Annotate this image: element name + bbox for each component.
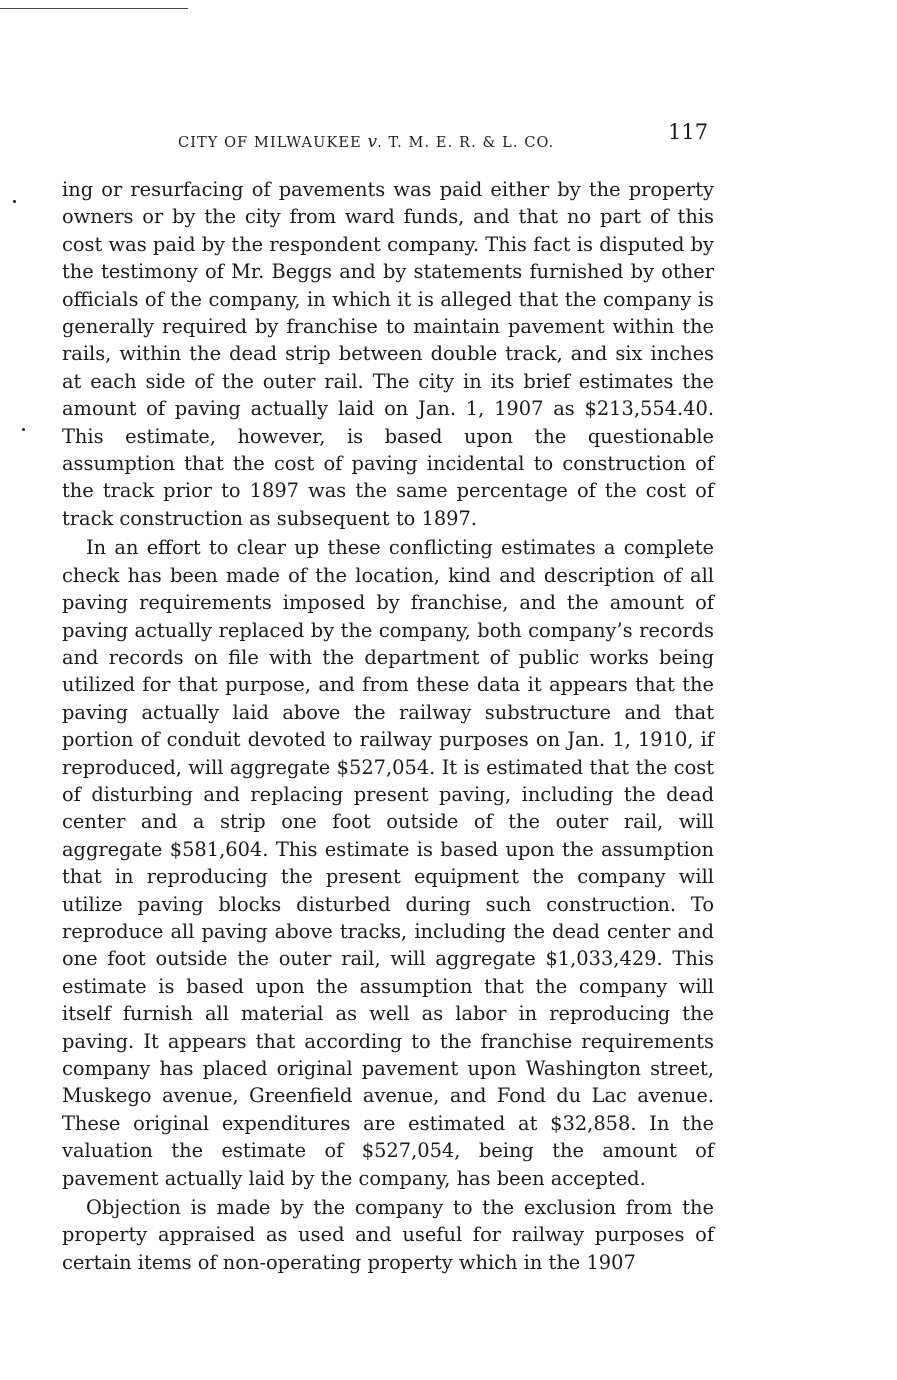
body-text (62, 176, 714, 1276)
running-head-city: CITY OF MILWAUKEE (178, 135, 368, 151)
margin-speck (13, 200, 16, 203)
page-number: 117 (668, 120, 709, 144)
margin-speck (22, 428, 25, 431)
top-rule (0, 8, 188, 9)
running-head-versus: v (367, 132, 378, 152)
paragraph: Objection is made by the company to the exclusion from the property appraised as used and useful for railway purposes of certain items of non-operating property which in the 1907 (62, 1196, 714, 1274)
paragraph: ing or resurfacing of pavements was paid either by the property owners or by the city from ward funds, and that no part of this cost was paid by the respondent company. This fact is disputed by the testimony of Mr. Beggs and by statements furnished by other officials of the company, in which it is alleged that the company is generally required by franchise to maintain pavement within the rails, within the dead strip between double track, and six inches at each side of the outer rail. The city in its brief estimates the amount of paving actually laid on Jan. 1, 1907 as $213,554.40. This estimate, however, is based upon the questionable assumption that the cost of paving incidental to construction of the track prior to 1897 was the same percentage of the cost of track construction as subsequent to 1897. (62, 178, 714, 530)
paragraph: In an effort to clear up these conflicting estimates a complete check has been made of the location, kind and description of all paving requirements imposed by franchise, and the amount of paving actually replaced by the company, both company’s records and records on file with the department of public works being utilized for that purpose, and from these data it appears that the paving actually laid above the railway substructure and that portion of conduit devoted to railway purposes on Jan. 1, 1910, if reproduced, will aggregate $527,054. It is estimated that the cost of disturbing and replacing present paving, including the dead center and a strip one foot outside of the outer rail, will aggregate $581,604. This estimate is based upon the assumption that in reproducing the present equipment the company will utilize paving blocks disturbed during such construction. To reproduce all paving above tracks, including the dead center and one foot outside the outer rail, will aggregate $1,033,429. This estimate is based upon the assumption that the company will itself furnish all material as well as labor in reproducing the paving. It appears that according to the franchise requirements company has placed original pavement upon Washington street, Muskego avenue, Greenfield avenue, and Fond du Lac avenue. These original expenditures are estimated at $32,858. In the valuation the estimate of $527,054, being the amount of pavement actually laid by the company, has been accepted. (62, 536, 714, 1190)
running-head-company: . T. M. E. R. & L. CO. (377, 135, 555, 151)
running-head (178, 132, 554, 152)
